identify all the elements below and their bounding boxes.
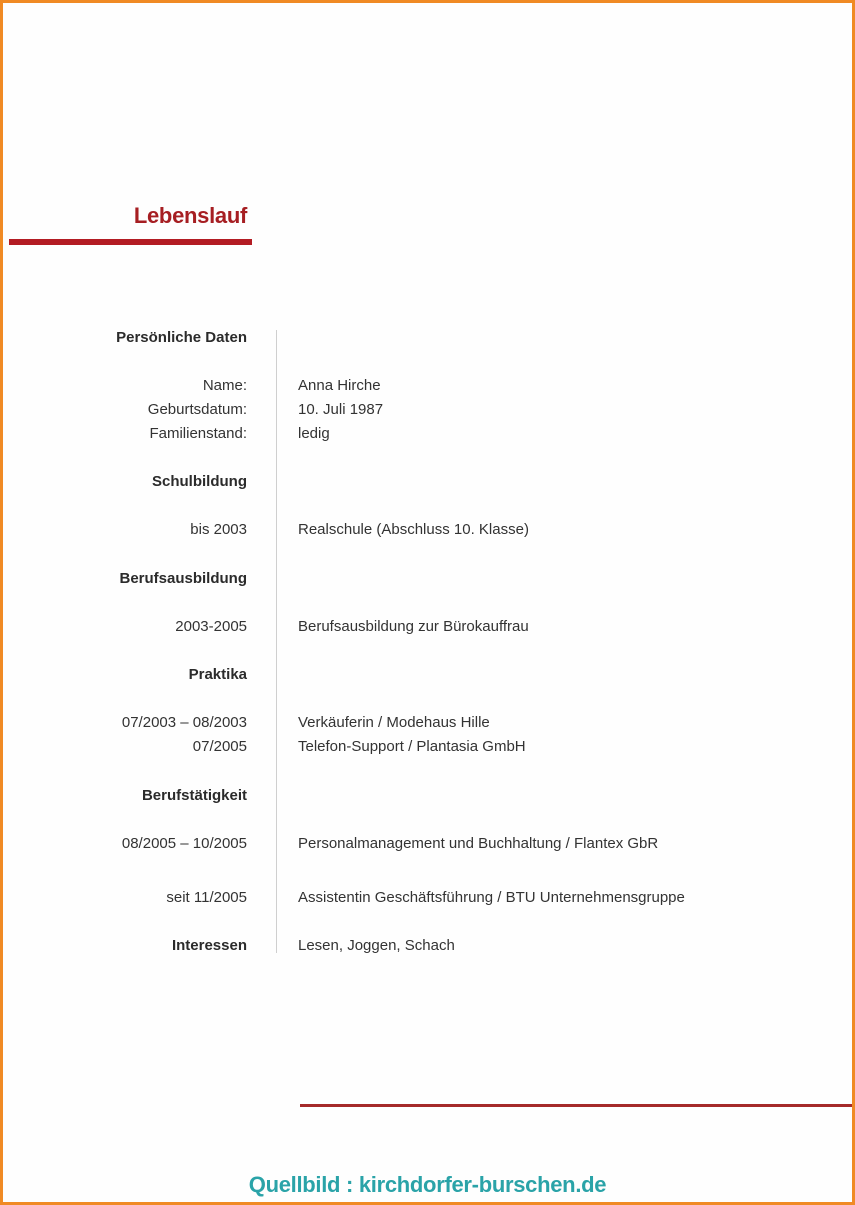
value-name: Anna Hirche bbox=[298, 377, 381, 394]
section-heading-interests: Interessen bbox=[171, 937, 247, 954]
column-divider bbox=[276, 330, 277, 953]
section-heading-internships: Praktika bbox=[188, 666, 247, 683]
label-job-1-period: 08/2005 – 10/2005 bbox=[121, 835, 247, 852]
label-birthdate: Geburtsdatum: bbox=[147, 401, 247, 418]
label-school-period: bis 2003 bbox=[190, 521, 247, 538]
section-heading-school: Schulbildung bbox=[152, 473, 247, 490]
value-interests: Lesen, Joggen, Schach bbox=[298, 937, 455, 954]
section-heading-personal: Persönliche Daten bbox=[116, 329, 247, 346]
value-job-2: Assistentin Geschäftsführung / BTU Unternehmensgruppe bbox=[298, 889, 685, 906]
label-training-period: 2003-2005 bbox=[175, 618, 247, 635]
label-internship-1-period: 07/2003 – 08/2003 bbox=[121, 714, 247, 731]
section-heading-employment: Berufstätigkeit bbox=[141, 787, 247, 804]
value-marital-status: ledig bbox=[298, 425, 330, 442]
value-birthdate: 10. Juli 1987 bbox=[298, 401, 384, 418]
section-heading-vocational-training: Berufsausbildung bbox=[119, 570, 247, 587]
value-training: Berufsausbildung zur Bürokauffrau bbox=[298, 618, 529, 635]
title-underline bbox=[9, 239, 252, 245]
value-internship-2: Telefon-Support / Plantasia GmbH bbox=[298, 738, 526, 755]
value-job-1: Personalmanagement und Buchhaltung / Flantex GbR bbox=[298, 835, 659, 852]
source-caption: Quellbild : kirchdorfer-burschen.de bbox=[248, 1172, 607, 1197]
label-internship-2-period: 07/2005 bbox=[192, 738, 247, 755]
footer-rule bbox=[300, 1104, 852, 1107]
value-internship-1: Verkäuferin / Modehaus Hille bbox=[298, 714, 490, 731]
value-school: Realschule (Abschluss 10. Klasse) bbox=[298, 521, 529, 538]
label-marital-status: Familienstand: bbox=[149, 425, 247, 442]
label-job-2-period: seit 11/2005 bbox=[166, 889, 247, 906]
label-name: Name: bbox=[202, 377, 247, 394]
page-title: Lebenslauf bbox=[133, 203, 247, 228]
